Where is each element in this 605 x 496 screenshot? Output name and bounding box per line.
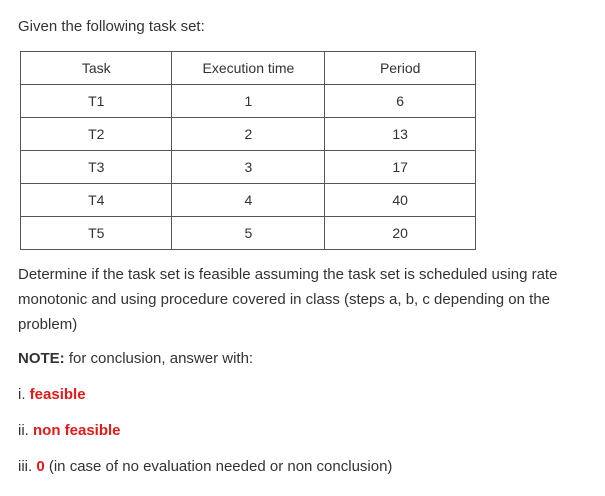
table-row <box>21 184 476 217</box>
intro-text: Given the following task set: <box>18 18 205 35</box>
execution-time-cell: 2 <box>172 118 325 151</box>
execution-time-cell: 3 <box>172 151 325 184</box>
question-text: Determine if the task set is feasible assuming the task set is scheduled using rate monotonic and using procedure covered in class (steps a, b, c depending on the problem) <box>18 266 558 333</box>
table-header-row <box>21 52 476 85</box>
period-cell: 40 <box>325 184 476 217</box>
period-cell: 6 <box>325 85 476 118</box>
execution-time-cell: 1 <box>172 85 325 118</box>
task-cell: T2 <box>21 118 172 151</box>
option-answer: feasible <box>29 386 86 403</box>
header-task: Task <box>21 52 172 85</box>
task-table <box>20 51 476 250</box>
period-cell: 13 <box>325 118 476 151</box>
note-label: NOTE: <box>18 350 65 367</box>
header-execution-time: Execution time <box>172 52 325 85</box>
table-row <box>21 118 476 151</box>
option-suffix: (in case of no evaluation needed or non conclusion) <box>44 458 393 475</box>
task-cell: T5 <box>21 217 172 250</box>
option-prefix: ii. <box>18 422 33 439</box>
table-row <box>21 151 476 184</box>
option-prefix: iii. <box>18 458 37 475</box>
option-feasible <box>18 386 86 403</box>
period-cell: 20 <box>325 217 476 250</box>
note-text: for conclusion, answer with: <box>64 350 254 367</box>
option-non-feasible <box>18 422 121 439</box>
execution-time-cell: 4 <box>172 184 325 217</box>
task-cell: T4 <box>21 184 172 217</box>
option-prefix: i. <box>18 386 30 403</box>
header-period: Period <box>325 52 476 85</box>
option-answer: 0 <box>36 458 45 475</box>
period-cell: 17 <box>325 151 476 184</box>
task-cell: T1 <box>21 85 172 118</box>
task-cell: T3 <box>21 151 172 184</box>
execution-time-cell: 5 <box>172 217 325 250</box>
table-row <box>21 217 476 250</box>
note-line <box>18 350 253 367</box>
table-row <box>21 85 476 118</box>
option-answer: non feasible <box>33 422 121 439</box>
option-no-conclusion <box>18 458 392 475</box>
